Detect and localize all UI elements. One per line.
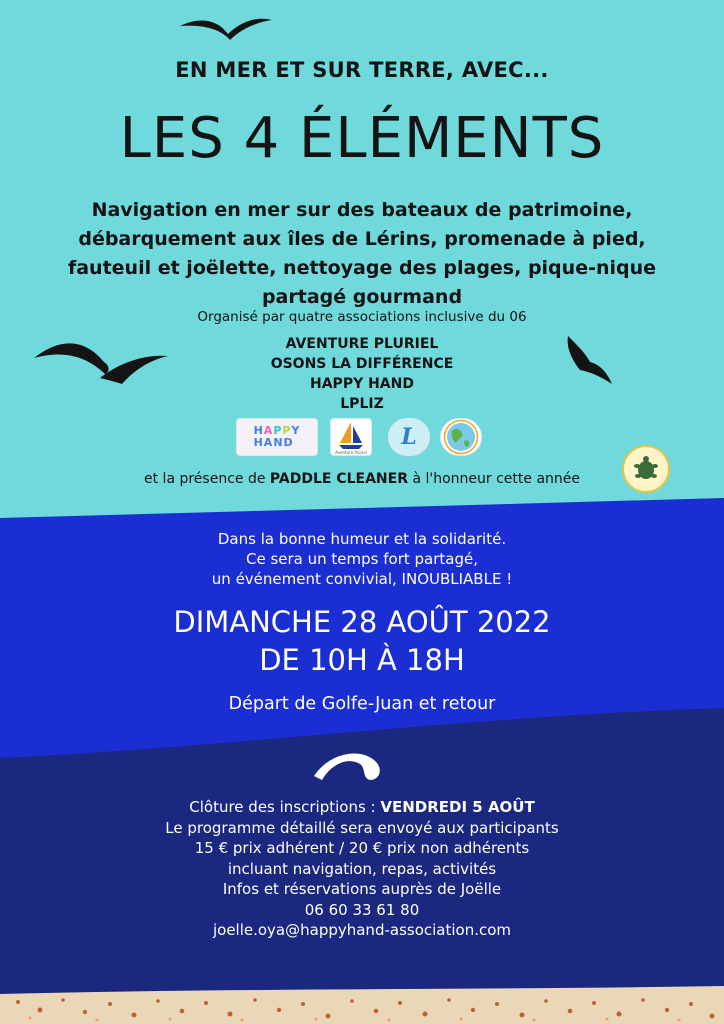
price-line: 15 € prix adhérent / 20 € prix non adhérents — [194, 839, 530, 857]
aventure-pluriel-logo — [330, 418, 372, 456]
osons-la-difference-logo — [440, 418, 482, 456]
mood-line: un événement convivial, INOUBLIABLE ! — [211, 570, 513, 588]
closing-date: VENDREDI 5 AOÛT — [380, 798, 535, 816]
association-name: LPLIZ — [340, 396, 384, 412]
info-line: Infos et réservations auprès de Joëlle — [222, 880, 502, 898]
paddle-cleaner-note: et la présence de PADDLE CLEANER à l'honneur cette année — [144, 471, 580, 487]
sailboat-icon — [331, 419, 371, 455]
association-list — [0, 334, 724, 414]
association-name: OSONS LA DIFFÉRENCE — [270, 356, 454, 372]
contact-email: joelle.oya@happyhand-association.com — [212, 921, 512, 939]
info-line: Le programme détaillé sera envoyé aux participants — [165, 818, 559, 837]
mood-text — [0, 529, 724, 589]
svg-text:Aventure Pluriel: Aventure Pluriel — [335, 450, 367, 455]
association-name: HAPPY HAND — [310, 376, 414, 392]
paddle-cleaner-name: PADDLE CLEANER — [269, 471, 408, 487]
mood-line: Ce sera un temps fort partagé, — [246, 550, 478, 568]
globe-icon — [442, 419, 480, 455]
organizer-note: Organisé par quatre associations inclusive du 06 — [197, 309, 527, 325]
description-line: fauteuil et joëlette, nettoyage des plages, pique-nique — [67, 257, 657, 279]
departure-info: Départ de Golfe-Juan et retour — [228, 694, 496, 714]
activity-description — [0, 196, 724, 312]
lpliz-logo: L — [388, 418, 430, 456]
association-name: AVENTURE PLURIEL — [285, 336, 439, 352]
event-date — [0, 603, 724, 679]
info-line: incluant navigation, repas, activités — [227, 859, 497, 878]
mood-line: Dans la bonne humeur et la solidarité. — [217, 530, 507, 548]
registration-info — [0, 797, 724, 941]
happy-hand-logo: HAPPY HAND — [236, 418, 318, 456]
description-line: partagé gourmand — [261, 286, 463, 308]
description-line: débarquement aux îles de Lérins, promenade à pied, — [78, 228, 646, 250]
event-day: DIMANCHE 28 AOÛT 2022 — [173, 605, 551, 639]
phone-number: 06 60 33 61 80 — [304, 900, 420, 919]
description-line: Navigation en mer sur des bateaux de patrimoine, — [91, 199, 633, 221]
event-subtitle: EN MER ET SUR TERRE, AVEC... — [175, 58, 549, 82]
event-title: LES 4 ÉLÉMENTS — [119, 106, 605, 171]
closing-date-line: Clôture des inscriptions : VENDREDI 5 AOÛT — [189, 798, 535, 816]
event-hours: DE 10H À 18H — [259, 643, 465, 677]
